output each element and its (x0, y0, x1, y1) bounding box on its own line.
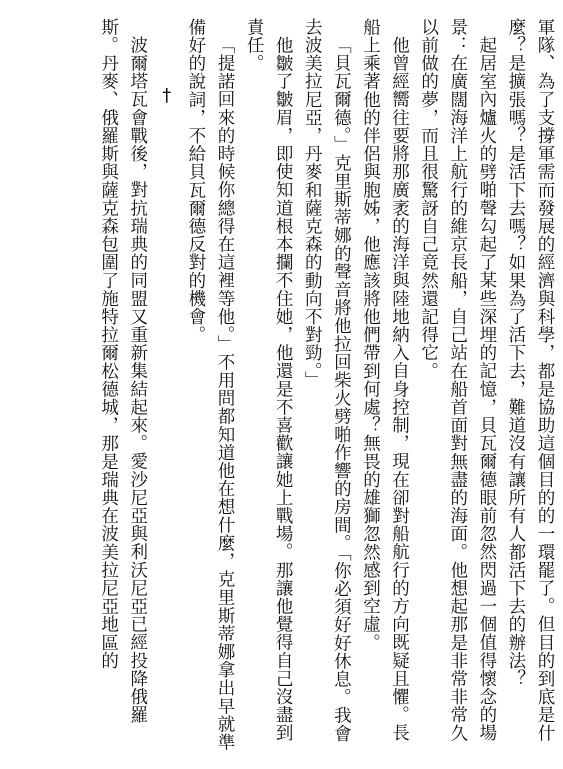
paragraph-7: 波爾塔瓦會戰後，對抗瑞典的同盟又重新集結起來。愛沙尼亞與利沃尼亞已經投降俄羅斯。丹麥、俄羅斯與薩克森包圍了施特拉爾松德城，那是瑞典在波美拉尼亞地區的 (98, 18, 148, 725)
paragraph-1: 軍隊、為了支撐軍需而發展的經濟與科學，都是協助這個目的的一環罷了。但目的到底是什麼？是擴張嗎？是活下去嗎？如果為了活下去，難道沒有讓所有人都活下去的辦法？ (505, 18, 555, 742)
paragraph-3: 他曾經嚮往要將那廣袤的海洋與陸地納入自身控制，現在卻對船航行的方向既疑且懼。長船上乘著他的伴侶與胞姊，他應該將他們帶到何處？無畏的雄獅忽然感到空虛。 (360, 18, 410, 743)
paragraph-2: 起居室內爐火的劈啪聲勾起了某些深埋的記憶，貝瓦爾德眼前忽然閃過一個值得懷念的場景：在廣闊海洋上航行的維京長船，自己站在船首面對無盡的海面。他想起那是非常非常久以前做的夢，而且很驚訝自己竟然還記得它。 (418, 18, 497, 743)
paragraph-5: 他皺了皺眉，即使知道根本攔不住她，他還是不喜歡讓她上戰場。那讓他覺得自己沒盡到責任。 (244, 18, 294, 743)
paragraph-4: 「貝瓦爾德。」克里斯蒂娜的聲音將他拉回柴火劈啪作響的房間。「你必須好好休息。我會去波美拉尼亞，丹麥和薩克森的動向不對勁。」 (302, 18, 352, 743)
paragraph-6: 「提諾回來的時候你總得在這裡等他。」不用問都知道他在想什麼，克里斯蒂娜拿出早就準備好的說詞，不給貝瓦爾德反對的機會。 (185, 18, 235, 752)
section-separator: † (156, 86, 177, 107)
vertical-text-body (94, 18, 560, 752)
